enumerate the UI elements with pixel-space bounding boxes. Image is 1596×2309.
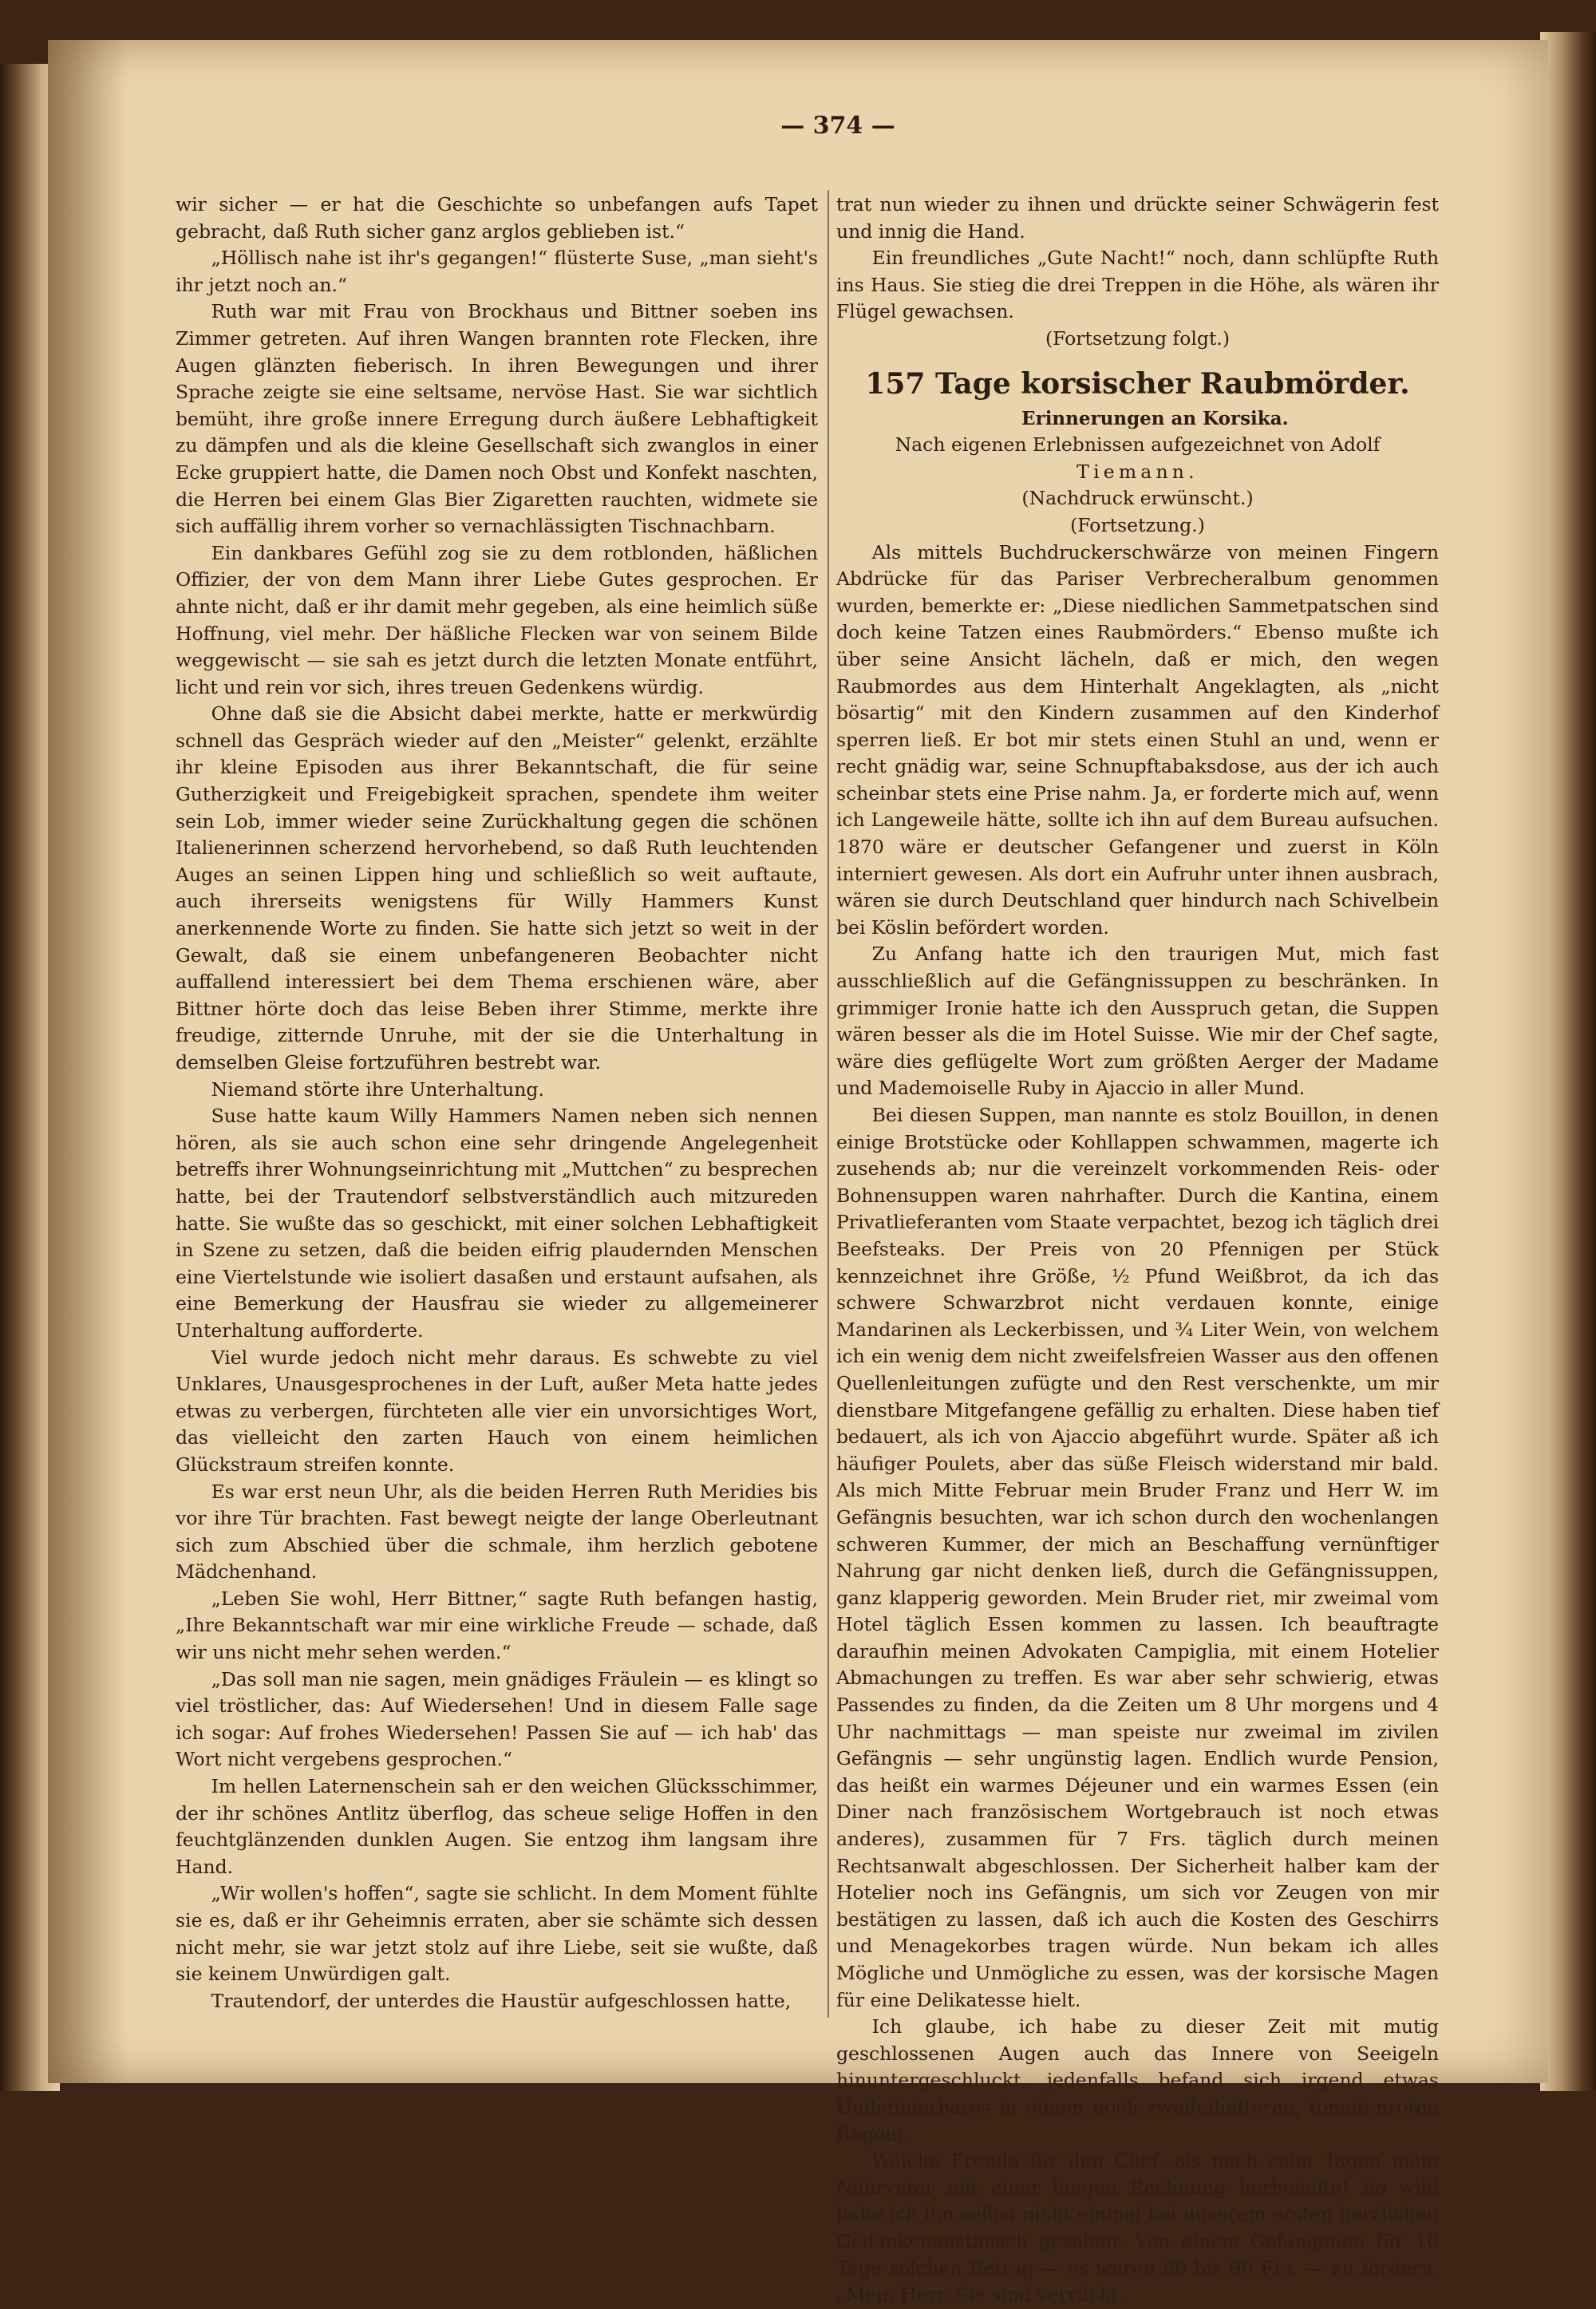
paragraph: „Höllisch nahe ist ihr's gegangen!“ flüsterte Suse, „man sieht's ihr jetzt noch an.“ [176,247,818,296]
paragraph: Viel wurde jedoch nicht mehr daraus. Es schwebte zu viel Unklares, Unausgesprochenes in der Luft, außer Meta hatte jedes etwas zu verbergen, fürchteten alle vier ein unvorsichtiges Wort, das vielleicht den zarten Hauch von einem heimlichen Glückstraum streifen konnte. [176,1346,818,1476]
paragraph: Bei diesen Suppen, man nannte es stolz Bouillon, in denen einige Brotstücke oder Kohllappen schwammen, magerte ich zusehends ab; nur die vereinzelt vorkommenden Reis- oder Bohnensuppen waren nahrhafter. Durch die Kantina, einem Privatlieferanten vom Staate verpachtet, bezog ich täglich drei Beefsteaks. Der Preis von 20 Pfennigen per Stück kennzeichnet ihre Größe, ½ Pfund Weißbrot, da ich das schwere Schwarzbrot nicht verdauen konnte, einige Mandarinen als Leckerbissen, und ¾ Liter Wein, von welchem ich ein wenig dem nicht zweifelsfreien Wasser aus den offenen Quellenleitungen zufügte und den Rest verschenkte, um mir dienstbare Mitgefangene gefällig zu erhalten. Diese haben tief bedauert, als ich von Ajaccio abgeführt wurde. Später aß ich häufiger Poulets, aber das süße Fleisch widerstand mir bald. Als mich Mitte Februar mein Bruder Franz und Herr W. im Gefängnis besuchten, war ich schon durch den wochenlangen schweren Kummer, der mich an Beschaffung vernünftiger Nahrung gar nicht denken ließ, durch die Gefängnissuppen, ganz klapperig geworden. Mein Bruder riet, mir zweimal vom Hotel täglich Essen kommen zu lassen. Ich beauftragte daraufhin meinen Advokaten Campiglia, mit einem Hotelier Abmachungen zu treffen. Es war aber sehr schwierig, etwas Passendes zu finden, da die Zeiten um 8 Uhr morgens und 4 Uhr nachmittags — man speiste nur zweimal im zivilen Gefängnis — sehr ungünstig lagen. Endlich wurde Pension, das heißt ein warmes Déjeuner und ein warmes Essen (ein Diner nach französischem Wortgebrauch ist noch etwas anderes), zusammen für 7 Frs. täglich durch meinen Rechtsanwalt abgeschlossen. Der Sicherheit halber kam der Hotelier noch ins Gefängnis, um sich vor Zeugen von mir bestätigen zu lassen, daß ich auch die Kosten des Geschirrs und Menagekorbes tragen würde. Nun bekam ich alles Mögliche und Unmögliche zu essen, was der korsische Magen für eine Delikatesse hielt. [836,1104,1439,2011]
left-column [176,192,818,2014]
paragraph: Im hellen Laternenschein sah er den weichen Glücksschimmer, der ihr schönes Antlitz überflog, das scheue selige Hoffen in den feuchtglänzenden dunklen Augen. Sie entzog ihm langsam ihre Hand. [176,1775,818,1878]
article-subtitle: Erinnerungen an Korsika. [1021,407,1289,429]
continuation-note: (Fortsetzung.) [1070,513,1205,536]
paragraph: Trautendorf, der unterdes die Haustür aufgeschlossen hatte, [211,1989,792,2012]
paragraph: Zu Anfang hatte ich den traurigen Mut, mich fast ausschließlich auf die Gefängnissuppen zu beschränken. In grimmiger Ironie hatte ich den Ausspruch getan, die Suppen wären besser als die im Hotel Suisse. Wie mir der Chef sagte, wäre dies geflügelte Wort zum größten Aerger der Madame und Mademoiselle Ruby in Ajaccio in aller Mund. [836,943,1439,1100]
paragraph: Ein dankbares Gefühl zog sie zu dem rotblonden, häßlichen Offizier, der von dem Mann ihrer Liebe Gutes gesprochen. Er ahnte nicht, daß er ihr damit mehr gegeben, als eine heimlich süße Hoffnung, viel mehr. Der häßliche Flecken war von seinem Bilde weggewischt — sie sah es jetzt durch die letzten Monate entführt, licht und rein vor sich, ihres treuen Gedenkens würdig. [176,541,818,698]
paragraph: Niemand störte ihre Unterhaltung. [211,1077,544,1101]
paragraph: Ohne daß sie die Absicht dabei merkte, hatte er merkwürdig schnell das Gespräch wieder auf den „Meister“ gelenkt, erzählte ihr kleine Episoden aus ihrer Bekanntschaft, die für seine Gutherzigkeit und Freigebigkeit sprachen, spendete ihm weiter sein Lob, immer wieder seine Zurückhaltung gegen die schönen Italienerinnen scherzend hervorhebend, so daß Ruth leuchtenden Auges an seinen Lippen hing und schließlich so weit auftaute, auch ihrerseits wenigstens für Willy Hammers Kunst anerkennende Worte zu finden. Sie hatte sich jetzt so weit in der Gewalt, daß sie einem unbefangeneren Beobachter nicht auffallend interessiert bei dem Thema erschienen wäre, aber Bittner hörte doch das leise Beben ihrer Stimme, merkte ihre freudige, zitternde Unruhe, mit der sie die Unterhaltung in demselben Gleise fortzuführen bestrebt war. [176,702,818,1073]
paragraph: Ich glaube, ich habe zu dieser Zeit mit mutig geschlossenen Augen auch das Innere von Seeigeln hinuntergeschluckt, jedenfalls befand sich irgend etwas Undefinierbares in einem noch zweifelhafteren, tomatenroten Ragout. [836,2015,1439,2145]
reprint-note: (Nachdruck erwünscht.) [1021,487,1254,510]
paragraph: „Wir wollen's hoffen“, sagte sie schlicht. In dem Moment fühlte sie es, daß er ihr Geheimnis erraten, aber sie schämte sich dessen nicht mehr, sie war jetzt stolz auf ihre Liebe, seit sie wußte, daß sie keinem Unwürdigen galt. [176,1882,818,1986]
right-column [836,192,1439,2309]
paragraph: wir sicher — er hat die Geschichte so unbefangen aufs Tapet gebracht, daß Ruth sicher ganz arglos geblieben ist.“ [176,193,818,243]
paragraph: „Leben Sie wohl, Herr Bittner,“ sagte Ruth befangen hastig, „Ihre Bekanntschaft war mir eine wirkliche Freude — schade, daß wir uns nicht mehr sehen werden.“ [176,1587,818,1664]
article-title: 157 Tage korsischer Raubmörder. [865,366,1410,401]
paragraph: Ein freundliches „Gute Nacht!“ noch, dann schlüpfte Ruth ins Haus. Sie stieg die drei Treppen in die Höhe, als wären ihr Flügel gewachsen. [836,247,1439,323]
paragraph: Ruth war mit Frau von Brockhaus und Bittner soeben ins Zimmer getreten. Auf ihren Wangen brannten rote Flecken, ihre Augen glänzten fieberisch. In ihren Bewegungen und ihrer Sprache zeigte sie eine seltsame, nervöse Hast. Sie war sichtlich bemüht, ihre große innere Erregung durch äußere Lebhaftigkeit zu dämpfen und als die kleine Gesellschaft sich zwanglos in einer Ecke gruppiert hatte, die Damen noch Obst und Konfekt naschten, die Herren bei einem Glas Bier Zigaretten rauchten, widmete sie sich auffällig ihrem vorher so vernachlässigten Tischnachbarn. [176,300,818,538]
author-name: Tiemann. [1077,460,1199,483]
page-number: — 374 — [780,112,895,140]
paragraph: Suse hatte kaum Willy Hammers Namen neben sich nennen hören, als sie auch schon eine sehr dringende Angelegenheit betreffs ihrer Wohnungseinrichtung mit „Muttchen“ zu besprechen hatte, bei der Trautendorf selbstverständlich auch mitzureden hatte. Sie wußte das so geschickt, mit einer solchen Lebhaftigkeit in Szene zu setzen, daß die beiden eifrig plaudernden Menschen eine Viertelstunde wie isoliert dasaßen und erstaunt aufsahen, als eine Bemerkung der Hausfrau sie wieder zu allgemeinerer Unterhaltung aufforderte. [176,1105,818,1342]
book-binding-right-edge [1540,32,1596,2091]
byline [836,432,1439,485]
column-divider [828,190,829,2018]
to-be-continued-note: (Fortsetzung folgt.) [1045,326,1231,350]
paragraph: trat nun wieder zu ihnen und drückte seiner Schwägerin fest und innig die Hand. [836,193,1439,243]
byline-prefix: Nach eigenen Erlebnissen aufgezeichnet von Adolf [895,433,1381,457]
paragraph: „Das soll man nie sagen, mein gnädiges Fräulein — es klingt so viel tröstlicher, das: Auf Wiedersehen! Und in diesem Falle sage ich sogar: Auf frohes Wiedersehen! Passen Sie auf — ich hab' das Wort nicht vergebens gesprochen.“ [176,1667,818,1771]
gutter-shadow [48,40,128,2083]
paragraph: Welche Freude für den Chef, als nach zehn Tagen mein Nährvater mit einer langen Rechnung herbeieilte! So wild habe ich ihn selbst nicht einmal bei unserem ersten herzlichen Gedankenaustausch gesehen. Von einem Gefangenen für 10 Tage solchen Betrag — es waren 80 bis 90 Frs. — zu fordern. „Mein Herr, Sie sind verrückt. [836,2149,1439,2307]
paragraph: Als mittels Buchdruckerschwärze von meinen Fingern Abdrücke für das Pariser Verbrecheralbum genommen wurden, bemerkte er: „Diese niedlichen Sammetpatschen sind doch keine Tatzen eines Raubmörders.“ Ebenso mußte ich über seine Ansicht lächeln, daß er mich, den wegen Raubmordes aus dem Hinterhalt Angeklagten, als „nicht bösartig“ mit den Kindern zusammen auf den Kinderhof sperren ließ. Er bot mir stets einen Stuhl an und, wenn er recht gnädig war, seine Schnupftabaksdose, aus der ich auch scheinbar stets eine Prise nahm. Ja, er forderte mich auf, wenn ich Langeweile hätte, sollte ich ihn auf dem Bureau aufsuchen. 1870 wäre er deutscher Gefangener und zuerst in Köln interniert gewesen. Als dort ein Aufruhr unter ihnen ausbrach, wären sie durch Deutschland quer hindurch nach Schivelbein bei Köslin befördert worden. [836,540,1439,939]
paragraph: Es war erst neun Uhr, als die beiden Herren Ruth Meridies bis vor ihre Tür brachten. Fast bewegt neigte der lange Oberleutnant sich zum Abschied über die schmale, ihm herzlich gebotene Mädchenhand. [176,1480,818,1583]
